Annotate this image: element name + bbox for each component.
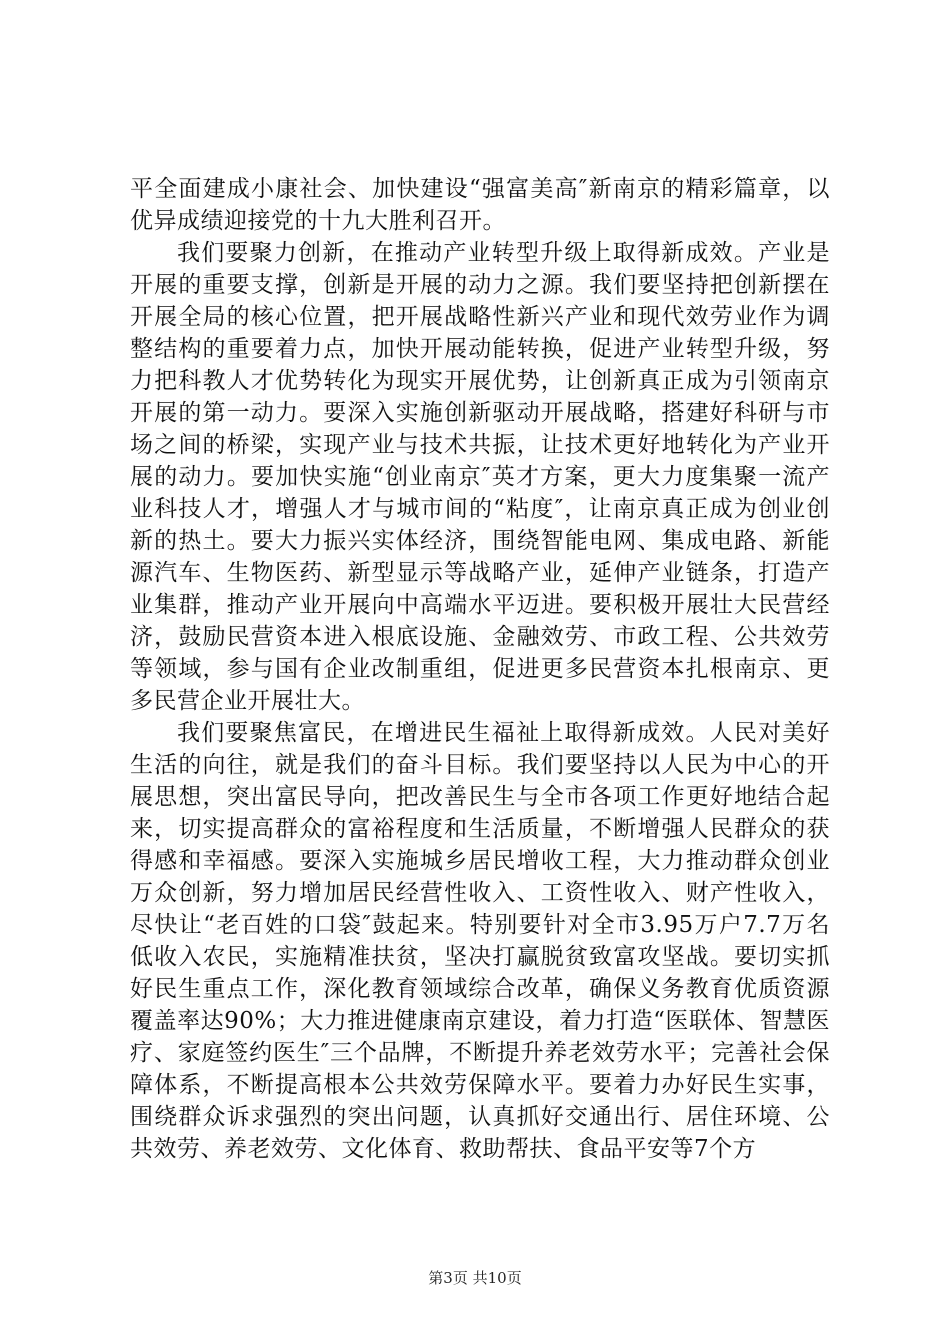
paragraph-livelihood: 我们要聚焦富民，在增进民生福祉上取得新成效。人民对美好生活的向往，就是我们的奋斗目标。我们要坚持以人民为中心的开展思想，突出富民导向，把改善民生与全市各项工作更好地结合起来，切实提高群众的富裕程度和生活质量，不断增强人民群众的获得感和幸福感。要深入实施城乡居民增收工程，大力推动群众创业万众创新，努力增加居民经营性收入、工资性收入、财产性收入，尽快让“老百姓的口袋″鼓起来。特别要针对全市3.95万户7.7万名低收入农民，实施精准扶贫，坚决打赢脱贫致富攻坚战。要切实抓好民生重点工作，深化教育领域综合改革，确保义务教育优质资源覆盖率达90%；大力推进健康南京建设，着力打造“医联体、智慧医疗、家庭签约医生″三个品牌，不断提升养老效劳水平；完善社会保障体系，不断提高根本公共效劳保障水平。要着力办好民生实事，围绕群众诉求强烈的突出问题，认真抓好交通出行、居住环境、公共效劳、养老效劳、文化体育、救助帮扶、食品平安等7个方 <box>130 720 830 1162</box>
paragraph-continuation: 平全面建成小康社会、加快建设“强富美高″新南京的精彩篇章，以优异成绩迎接党的十九大胜利召开。 <box>130 176 830 234</box>
document-body <box>130 173 830 1165</box>
page-footer: 第3页 共10页 <box>428 1269 522 1287</box>
paragraph-innovation: 我们要聚力创新，在推动产业转型升级上取得新成效。产业是开展的重要支撑，创新是开展的动力之源。我们要坚持把创新摆在开展全局的核心位置，把开展战略性新兴产业和现代效劳业作为调整结构的重要着力点，加快开展动能转换，促进产业转型升级，努力把科教人才优势转化为现实开展优势，让创新真正成为引领南京开展的第一动力。要深入实施创新驱动开展战略，搭建好科研与市场之间的桥梁，实现产业与技术共振，让技术更好地转化为产业开展的动力。要加快实施“创业南京″英才方案，更大力度集聚一流产业科技人才，增强人才与城市间的“粘度″，让南京真正成为创业创新的热土。要大力振兴实体经济，围绕智能电网、集成电路、新能源汽车、生物医药、新型显示等战略产业，延伸产业链条，打造产业集群，推动产业开展向中高端水平迈进。要积极开展壮大民营经济，鼓励民营资本进入根底设施、金融效劳、市政工程、公共效劳等领域，参与国有企业改制重组，促进更多民营资本扎根南京、更多民营企业开展壮大。 <box>130 240 830 714</box>
